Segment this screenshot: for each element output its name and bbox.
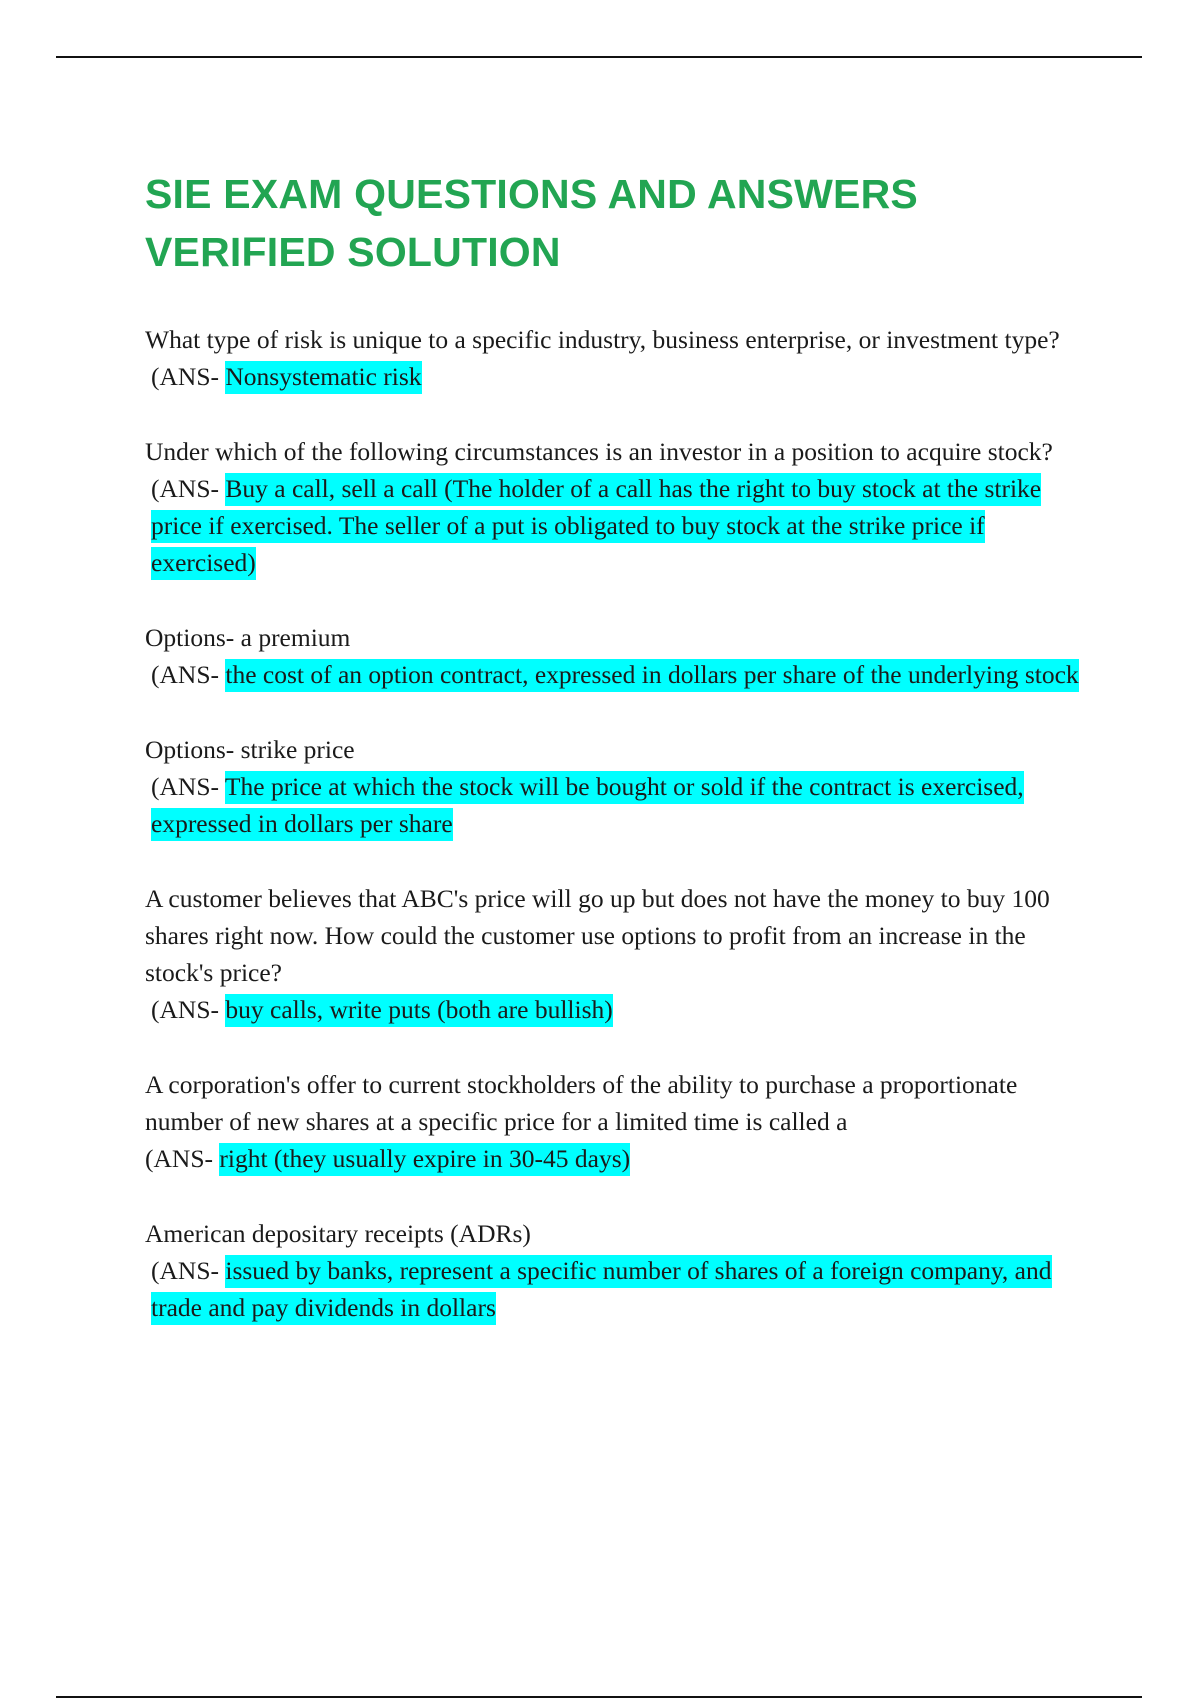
question-text: A corporation's offer to current stockholders of the ability to purchase a proportionate number of new shares at a specific price for a limited time is called a [145, 1070, 1018, 1136]
qa-item [145, 1066, 1085, 1177]
title-line-1: SIE EXAM QUESTIONS AND ANSWERS [145, 171, 918, 217]
answer-line [145, 358, 1085, 395]
answer-prefix: (ANS- [151, 660, 219, 689]
answer-highlight: Buy a call, sell a call (The holder of a call has the right to buy stock at the strike price if exercised. The seller of a put is obligated to buy stock at the strike price if exercised) [151, 473, 1041, 580]
qa-item [145, 1215, 1085, 1326]
answer-highlight: right (they usually expire in 30-45 days) [219, 1143, 630, 1176]
question-text: Under which of the following circumstances is an investor in a position to acquire stock? [145, 437, 1053, 466]
answer-line [145, 470, 1085, 581]
answer-prefix: (ANS- [151, 995, 219, 1024]
qa-item [145, 731, 1085, 842]
answer-line [145, 768, 1085, 842]
question-text: Options- a premium [145, 623, 351, 652]
qa-item [145, 880, 1085, 1028]
question-text: American depositary receipts (ADRs) [145, 1219, 531, 1248]
answer-prefix: (ANS- [151, 1256, 219, 1285]
answer-line [145, 991, 1085, 1028]
qa-item [145, 321, 1085, 395]
answer-highlight: The price at which the stock will be bought or sold if the contract is exercised, expressed in dollars per share [151, 771, 1024, 841]
answer-prefix: (ANS- [145, 1144, 213, 1173]
answer-highlight: the cost of an option contract, expressed in dollars per share of the underlying stock [225, 659, 1078, 692]
answer-highlight: buy calls, write puts (both are bullish) [225, 994, 612, 1027]
question-text: What type of risk is unique to a specific industry, business enterprise, or investment type? [145, 325, 1060, 354]
qa-item [145, 433, 1085, 581]
qa-item [145, 619, 1085, 693]
answer-line [145, 1252, 1085, 1326]
qa-list [145, 321, 1085, 1326]
top-divider [56, 56, 1142, 58]
question-text: A customer believes that ABC's price will go up but does not have the money to buy 100 shares right now. How could the customer use options to profit from an increase in the stock's price? [145, 884, 1050, 987]
answer-prefix: (ANS- [151, 772, 219, 801]
answer-line [145, 656, 1085, 693]
question-text: Options- strike price [145, 735, 355, 764]
answer-highlight: Nonsystematic risk [225, 361, 421, 394]
title-line-2: VERIFIED SOLUTION [145, 229, 561, 275]
document-content [145, 165, 1085, 1364]
document-title [145, 165, 1085, 281]
answer-highlight: issued by banks, represent a specific number of shares of a foreign company, and trade and pay dividends in dollars [151, 1255, 1052, 1325]
answer-prefix: (ANS- [151, 474, 219, 503]
bottom-divider [56, 1696, 1142, 1698]
answer-line [145, 1140, 1085, 1177]
answer-prefix: (ANS- [151, 362, 219, 391]
